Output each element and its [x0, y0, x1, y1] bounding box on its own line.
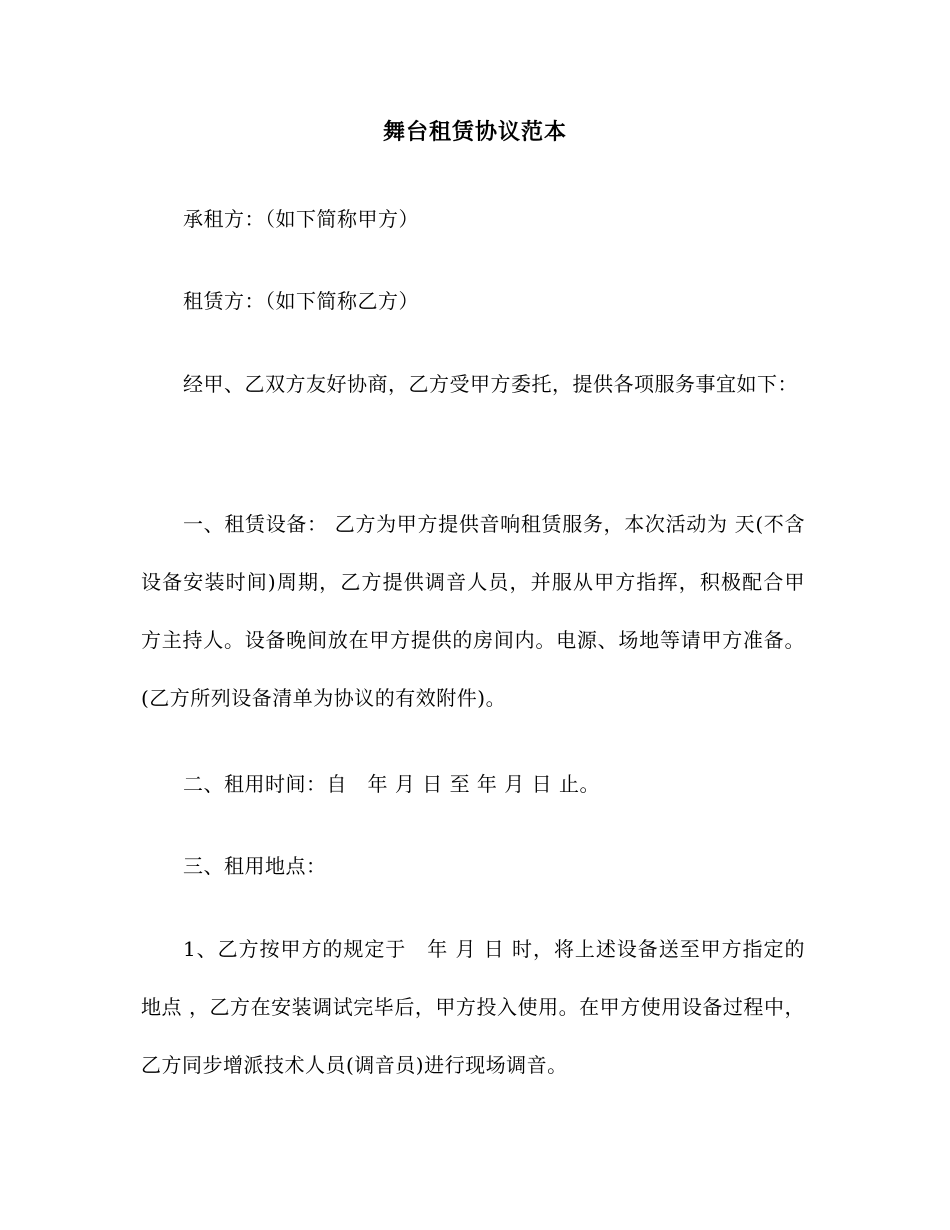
intro-paragraph: 经甲、乙双方友好协商，乙方受甲方委托，提供各项服务事宜如下： — [183, 372, 798, 396]
lessor-paragraph: 租赁方：（如下简称乙方） — [183, 289, 419, 313]
section-rental-equipment: 一、租赁设备： 乙方为甲方提供音响租赁服务，本次活动为 天(不含设备安装时间)周期，乙方提供调音人员，并服从甲方指挥，积极配合甲方主持人。设备晚间放在甲方提供的房间内。电源、场地等请甲方准备。(乙方所列设备清单为协议的有效附件)。 — [141, 512, 805, 710]
section-rental-location: 三、租用地点： — [183, 854, 327, 878]
lessee-paragraph: 承租方：（如下简称甲方） — [183, 207, 419, 231]
section-rental-period: 二、租用时间：自 年 月 日 至 年 月 日 止。 — [183, 772, 601, 796]
document-title: 舞台租赁协议范本 — [382, 119, 567, 145]
clause-item-1: 1、乙方按甲方的规定于 年 月 日 时，将上述设备送至甲方指定的地点 ，乙方在安装调试完毕后，甲方投入使用。在甲方使用设备过程中，乙方同步增派技术人员(调音员)进行现场调音。 — [141, 937, 805, 1077]
